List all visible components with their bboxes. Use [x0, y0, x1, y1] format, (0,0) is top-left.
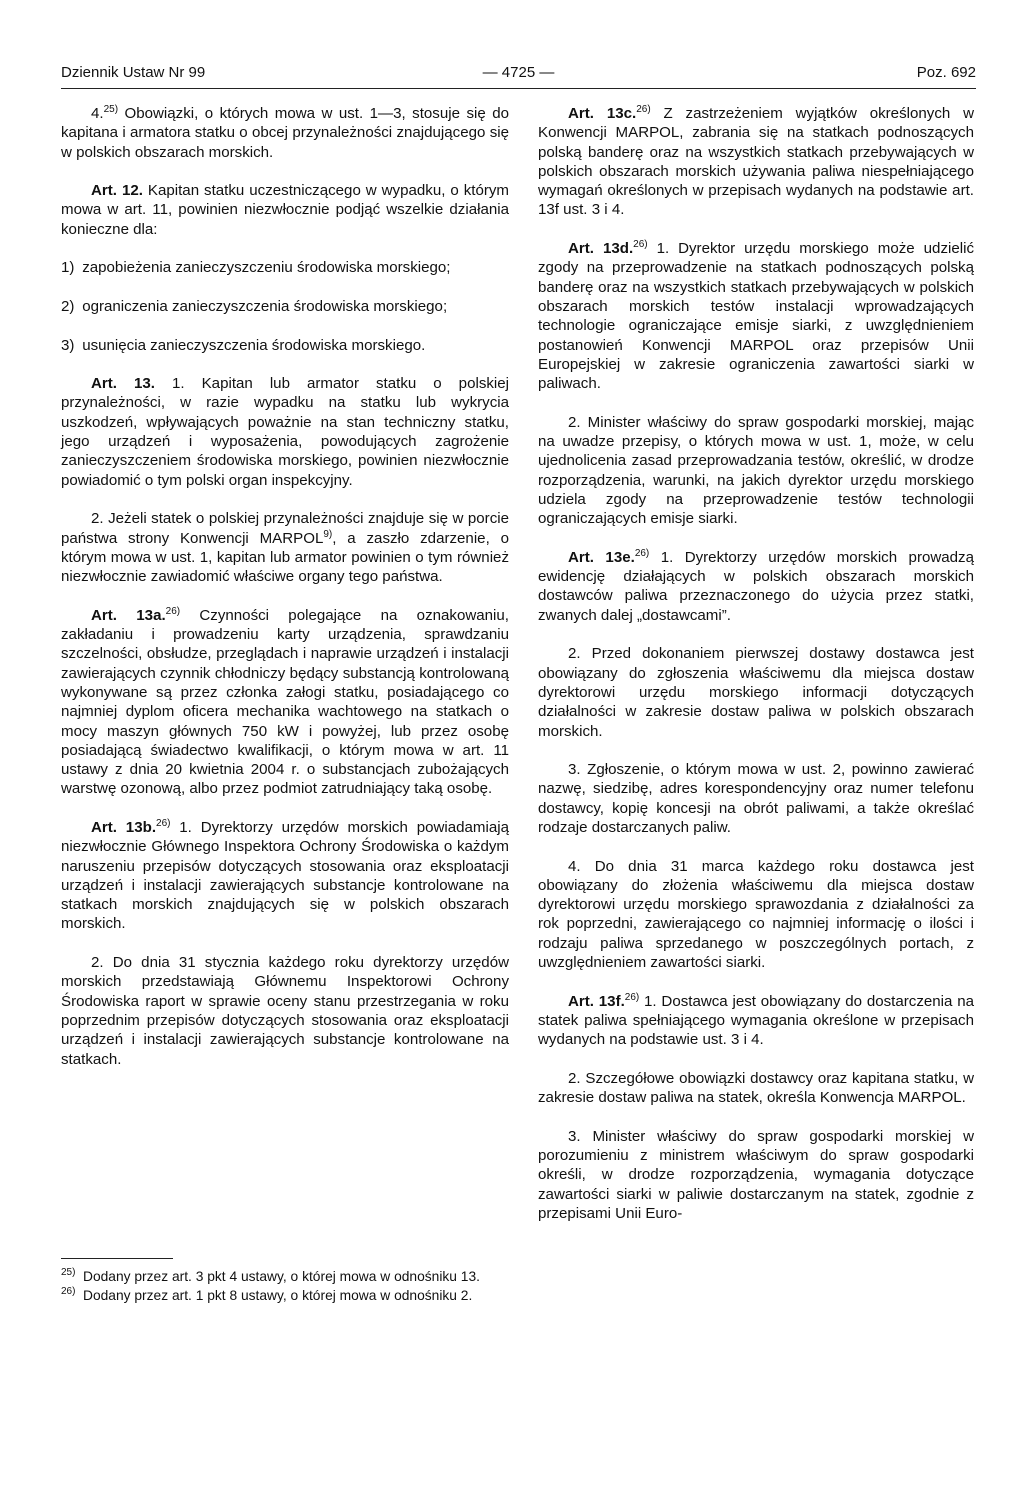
article-13-par-2: 2. Jeżeli statek o polskiej przynależności znajduje się w porcie państwa strony Konwencji MARPOL$^{9)}$, a zaszło zdarzenie, o którym mowa w ust. 1, kapitan lub armator powinien o tym również niezwłocznie zawiadomić właściwe organy tego państwa. [61, 510, 509, 586]
article-13c: Art. 13c.$^{26)}$ Z zastrzeżeniem wyjątków określonych w Konwencji MARPOL, zabrania się na statkach podnoszących polską banderę oraz na wszystkich statkach przebywających w polskich obszarach morskich używania paliwa niespełniającego wymagań określonych w przepisach wydanych na podstawie art. 13f ust. 3 i 4. [538, 103, 974, 219]
footnotes [61, 1268, 509, 1306]
article-label: Art. 13e. [568, 548, 635, 566]
list-item: 3) usunięcia zanieczyszczenia środowiska morskiego. [61, 336, 426, 354]
article-label: Art. 13c. [568, 105, 637, 122]
right-column [538, 104, 974, 1243]
footnote-ref: 26) [165, 605, 181, 617]
article-13f-par-2: 2. Szczegółowe obowiązki dostawcy oraz kapitana statku, w zakresie dostaw paliwa na statek, określa Konwencja MARPOL. [538, 1069, 974, 1107]
article-label: Art. 13b. [91, 818, 157, 836]
paragraph-obligations: 4.$^{25)}$ Obowiązki, o których mowa w ust. 1—3, stosuje się do kapitana i armatora statku o obcej przynależności znajdującego się w polskich obszarach morskich. [61, 103, 509, 161]
position-number: Poz. 692 [916, 64, 976, 81]
article-label: Art. 12. [91, 182, 143, 200]
article-12: Art. 12. Kapitan statku uczestniczącego w wypadku, o którym mowa w art. 11, powinien niezwłocznie podjąć wszelkie działania konieczne dla: [61, 182, 510, 238]
footnote-divider [61, 1258, 173, 1259]
footnote-ref: 25) [103, 103, 119, 115]
list-item: 1) zapobieżenia zanieczyszczeniu środowiska morskiego; [61, 259, 451, 277]
page-header [61, 62, 976, 89]
article-13e-par-2: 2. Przed dokonaniem pierwszej dostawy dostawca jest obowiązany do zgłoszenia właściwemu dla miejsca dostaw dyrektorowi urzędu morskiego informacji dotyczących działalności w zakresie dostaw paliwa w polskich obszarach morskich. [538, 645, 974, 740]
page-number: — 4725 — [482, 64, 555, 81]
article-13-par-1: Art. 13. 1. Kapitan lub armator statku o polskiej przynależności, w razie wypadku na statku lub wykrycia uszkodzeń, wpływających poważnie na stan techniczny statku, jego urządzeń i wyposażenia, powodujących zagrożenie zanieczyszczeniem środowiska morskiego, powinien niezwłocznie powiadomić o tym polski organ inspekcyjny. [61, 375, 510, 489]
article-13f-par-1: Art. 13f.$^{26)}$ 1. Dostawca jest obowiązany do dostarczenia na statek paliwa spełniającego wymagania określone w przepisach wydanych na podstawie ust. 3 i 4. [538, 991, 974, 1049]
article-13e-par-4: 4. Do dnia 31 marca każdego roku dostawca jest obowiązany do złożenia właściwemu dla miejsca dostaw dyrektorowi urzędu morskiego sprawozdania z działalności za rok poprzedni, zawierającego co najmniej informację o ilości i rodzaju paliwa sprzedanego w poszczególnych portach, z uwzględnieniem zawartości siarki. [538, 857, 974, 972]
footnote-ref: 26) [636, 103, 651, 115]
article-13e-par-3: 3. Zgłoszenie, o którym mowa w ust. 2, powinno zawierać nazwę, siedzibę, adres korespondencyjny oraz numer telefonu dostawcy, kopię koncesji na obrót paliwami, a także określać rodzaje dostarczanych paliw. [538, 761, 974, 836]
article-label: Art. 13f. [568, 992, 625, 1010]
list-item: 2) ograniczenia zanieczyszczenia środowiska morskiego; [61, 297, 448, 315]
footnote-ref: 9) [323, 528, 333, 540]
article-13b-par-1: Art. 13b.$^{26)}$ 1. Dyrektorzy urzędów morskich powiadamiają niezwłocznie Głównego Inspektora Ochrony Środowiska o każdym naruszeniu przepisów dotyczących stosowania oraz eksploatacji urządzeń i instalacji zawierających substancje kontrolowane na statkach morskich znajdujących się w polskich obszarach morskich. [61, 817, 509, 933]
footnote-ref: 26) [634, 547, 650, 559]
article-13b-par-2: 2. Do dnia 31 stycznia każdego roku dyrektorzy urzędów morskich przedstawiają Głównemu Inspektorowi Ochrony Środowiska raport w sprawie oceny stanu przestrzegania w roku poprzednim przepisów dotyczących stosowania oraz eksploatacji urządzeń i instalacji zawierających substancje kontrolowane na statkach. [61, 954, 509, 1068]
footnote-ref: 26) [156, 817, 171, 829]
article-label: Art. 13d. [568, 240, 634, 258]
article-label: Art. 13. [91, 375, 155, 393]
footnote-ref: 26) [633, 239, 648, 251]
article-13f-par-3: 3. Minister właściwy do spraw gospodarki morskiej w porozumieniu z ministrem właściwym do spraw gospodarki określi, w drodze rozporządzenia, wymagania dotyczące zawartości siarki w paliwie dostarczanym na statek, zgodnie z przepisami Unii Euro- [538, 1127, 974, 1222]
left-column [61, 104, 509, 1088]
article-label: Art. 13a. [91, 606, 166, 624]
footnote: 26) Dodany przez art. 1 pkt 8 ustawy, o której mowa w odnośniku 2. [61, 1286, 473, 1303]
article-13e-par-1: Art. 13e.$^{26)}$ 1. Dyrektorzy urzędów morskich prowadzą ewidencję działających w polskich obszarach morskich dostawców paliwa przeznaczonego do użycia przez statki, zwanych dalej „dostawcami”. [538, 547, 974, 624]
journal-title: Dziennik Ustaw Nr 99 [61, 64, 206, 81]
footnote: 25) Dodany przez art. 3 pkt 4 ustawy, o której mowa w odnośniku 13. [61, 1267, 480, 1284]
article-13d-par-2: 2. Minister właściwy do spraw gospodarki morskiej, mając na uwadze przepisy, o których mowa w ust. 1, może, w celu ujednolicenia zasad przeprowadzania testów, określić, w drodze rozporządzenia, warunki, na jakich dyrektor urzędu morskiego udziela zgody na przeprowadzenie testów technologii ograniczających emisje siarki. [538, 413, 974, 528]
article-13d-par-1: Art. 13d.$^{26)}$ 1. Dyrektor urzędu morskiego może udzielić zgody na przeprowadzenie na statkach podnoszących polską banderę oraz na wszystkich statkach przebywających w polskich obszarach morskich testów instalacji wprowadzających technologie ograniczające emisje siarki, z uwzględnieniem postanowień Konwencji MARPOL oraz przepisów Unii Europejskiej w zakresie ograniczenia zawartości siarki w paliwach. [538, 239, 974, 393]
article-13a: Art. 13a.$^{26)}$ Czynności polegające na oznakowaniu, zakładaniu i prowadzeniu karty urządzenia, sprawdzaniu szczelności, obsłudze, przeglądach i naprawie urządzeń i instalacji zawierających czynnik chłodniczy będący substancją kontrolowaną wykonywane są przez członka załogi statku, posiadającego co najmniej dyplom oficera mechanika wachtowego na statkach o mocy maszyn głównych 750 kW i powyżej, lub przez osobę posiadającą świadectwo kwalifikacji, o którym mowa w art. 11 ustawy z dnia 20 kwietnia 2004 r. o substancjach zubożających warstwę ozonową, albo przez podmiot zatrudniający taką osobę. [61, 605, 509, 798]
footnote-ref: 26) [624, 991, 640, 1003]
